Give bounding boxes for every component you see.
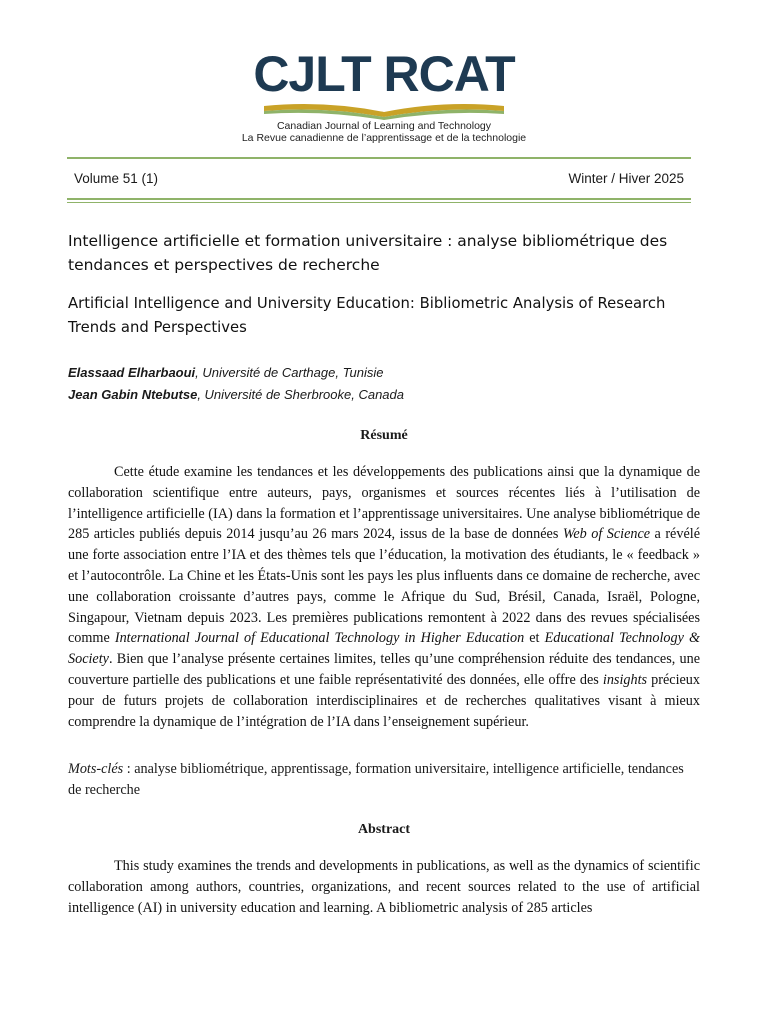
abstract-heading: Abstract bbox=[357, 822, 411, 837]
author-entry bbox=[68, 384, 404, 406]
abstract-paragraph: This study examines the trends and developments in publications, as well as the dynamics of scientific collaboration among authors, countries, organizations, and recent sources related to the use of artificial intelligence (AI) in university education and learning. A bibliometric analysis of 285 articles bbox=[68, 858, 700, 916]
resume-heading: Résumé bbox=[360, 428, 408, 443]
author-affiliation: , Université de Sherbrooke, Canada bbox=[197, 387, 404, 402]
keywords-label: Mots-clés bbox=[68, 761, 124, 777]
journal-name-fr: La Revue canadienne de l’apprentissage et de la technologie bbox=[241, 132, 527, 144]
season-label: Winter / Hiver 2025 bbox=[568, 171, 684, 186]
resume-paragraph: Cette étude examine les tendances et les développements des publications ainsi que la dynamique de collaboration scientifique entre auteurs, pays, organismes et sources récentes liés à l’utilisation de l’intelligence artificielle (IA) dans la formation et l’apprentissage universitaires. Une analyse bibliométrique de 285 articles publiés depuis 2014 jusqu’au 26 mars 2024, issus de la base de données Web of Science a révélé une forte association entre l’IA et des thèmes tels que l’éducation, la motivation des étudiants, le « feedback » et l’autocontrôle. La Chine et les États-Unis sont les pays les plus influents dans ce domaine de recherche, avec une collaboration croissante d’autres pays, comme le Afrique du Sud, Brésil, Canada, Israël, Pologne, Singapour, Vietnam depuis 2023. Les premières publications remontent à 2022 dans des revues spécialisées comme International Journal of Educational Technology in Higher Education et Educational Technology & Society. Bien que l’analyse présente certaines limites, telles qu’une compréhension réduite des tendances, une couverture partielle des publications et une faible représentativité des données, elle offre des insights précieux pour de futurs projets de collaboration interdisciplinaires et de recherches qualitatives visant à mieux comprendre la dynamique de l’intégration de l’IA dans l’enseignement supérieur. bbox=[68, 464, 700, 730]
article-title-fr: Intelligence artificielle et formation universitaire : analyse bibliométrique des tendances et perspectives de recherche bbox=[68, 232, 668, 274]
open-book-icon bbox=[262, 102, 506, 120]
author-name: Jean Gabin Ntebutse bbox=[68, 387, 198, 402]
article-title-en: Artificial Intelligence and University Education: Bibliometric Analysis of Research Trends and Perspectives bbox=[68, 295, 666, 336]
header-rule-bottom bbox=[67, 198, 691, 200]
author-entry bbox=[68, 362, 404, 384]
header-rule-top bbox=[67, 157, 691, 159]
keywords-list: : analyse bibliométrique, apprentissage, formation universitaire, intelligence artificielle, tendances de recherche bbox=[68, 761, 684, 798]
volume-label: Volume 51 (1) bbox=[74, 171, 159, 186]
resume-body bbox=[68, 462, 700, 732]
abstract-body bbox=[68, 856, 700, 918]
author-name: Elassaad Elharbaoui bbox=[68, 365, 196, 380]
header-rule-bottom-thin bbox=[67, 202, 691, 203]
issue-info bbox=[74, 171, 684, 186]
logo-wordmark: CJLT RCAT bbox=[253, 46, 515, 102]
journal-name-en: Canadian Journal of Learning and Technology bbox=[276, 120, 492, 132]
journal-logo bbox=[0, 48, 768, 144]
author-list bbox=[68, 362, 404, 406]
keywords bbox=[68, 759, 700, 801]
author-affiliation: , Université de Carthage, Tunisie bbox=[195, 365, 384, 380]
